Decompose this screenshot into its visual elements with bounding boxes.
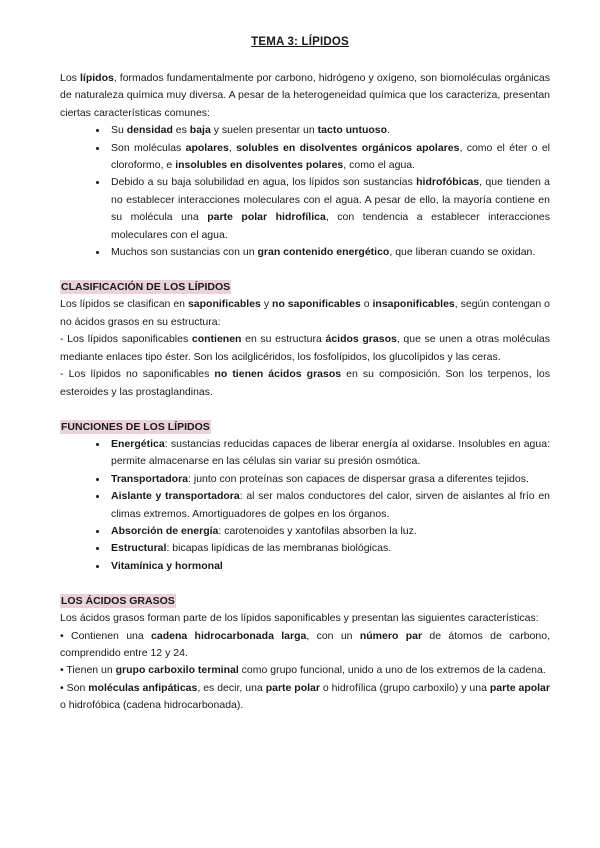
acidos-paragraph xyxy=(60,628,550,663)
bold-term: número par xyxy=(359,629,423,642)
text: : sustancias reducidas capaces de liberar energía al oxidarse. Insolubles en agua: permite almacenarse en las células sin variar su presión osmótica. xyxy=(111,437,550,468)
bold-term: densidad xyxy=(126,124,173,137)
section-heading-acidos-grasos: LOS ÁCIDOS GRASOS xyxy=(61,595,175,608)
text: en su estructura xyxy=(241,333,326,346)
list-item xyxy=(108,471,550,488)
acidos-paragraph xyxy=(60,680,550,715)
bold-term: saponificables xyxy=(187,298,261,311)
document-body xyxy=(60,70,550,715)
acidos-paragraph: Los ácidos grasos forman parte de los lípidos saponificables y presentan las siguientes características: xyxy=(60,612,539,625)
bold-term: contienen xyxy=(191,333,242,346)
section-heading-wrapper xyxy=(60,417,550,434)
text: , según contengan o no ácidos grasos en su estructura: xyxy=(60,298,550,328)
text: - Los lípidos saponificables xyxy=(60,333,192,346)
section-heading-funciones: FUNCIONES DE LOS LÍPIDOS xyxy=(61,420,210,433)
bold-term: parte polar hidrofílica xyxy=(207,211,326,224)
text: Son moléculas xyxy=(111,141,186,154)
text: : carotenoides y xantofilas absorben la luz. xyxy=(218,524,417,537)
text: Los lípidos se clasifican en xyxy=(60,298,188,311)
bold-term: cadena hidrocarbonada larga xyxy=(151,629,307,642)
bold-term: parte apolar xyxy=(489,681,550,694)
list-item xyxy=(108,436,550,471)
bold-term: lípidos xyxy=(79,72,114,84)
text: - Los lípidos no saponificables xyxy=(60,368,215,381)
text: es xyxy=(172,124,190,137)
text: , es decir, una xyxy=(197,681,266,694)
text: . xyxy=(387,124,390,137)
text: , con tendencia a establecer interacciones moleculares con el agua. xyxy=(111,211,550,241)
section-heading-wrapper xyxy=(60,591,550,608)
text: , formados fundamentalmente por carbono, hidrógeno y oxígeno, son biomoléculas orgánicas de naturaleza química muy diversa. A pesar de la heterogeneidad química que los caracteriza, presentan ciertas características comunes: xyxy=(60,72,550,119)
text: • Contienen una xyxy=(60,629,152,642)
text: o xyxy=(360,298,373,311)
bold-term: Aislante y transportadora xyxy=(111,490,240,503)
funciones-bullet-list xyxy=(60,436,550,575)
list-item xyxy=(108,488,550,523)
text: Los xyxy=(60,72,80,84)
bold-term: solubles en disolventes orgánicos apolares xyxy=(236,141,460,154)
page-title: TEMA 3: LÍPIDOS xyxy=(251,36,349,48)
bold-term: hidrofóbicas xyxy=(416,176,480,189)
text: o hidrofóbica (cadena hidrocarbonada). xyxy=(60,699,244,712)
text: : bicapas lipídicas de las membranas biológicas. xyxy=(166,542,392,555)
bold-term: no tienen ácidos grasos xyxy=(214,368,342,381)
text: , con un xyxy=(306,629,360,642)
bold-term: apolares xyxy=(185,141,229,154)
list-item xyxy=(108,244,550,261)
acidos-paragraph xyxy=(60,662,550,679)
bold-term: Absorción de energía xyxy=(111,524,219,537)
text: , xyxy=(228,141,237,154)
bold-term: insolubles en disolventes polares xyxy=(175,159,344,172)
list-item xyxy=(108,174,550,244)
bold-term: grupo carboxilo terminal xyxy=(115,664,239,677)
text: • Tienen un xyxy=(60,664,116,677)
list-item xyxy=(108,140,550,175)
text: , que tienden a no establecer interacciones moleculares con el agua. A pesar de ello, la mayoría contiene en su molécula una xyxy=(111,176,551,224)
text: : al ser malos conductores del calor, sirven de aislantes al frío en climas extremos. Amortiguadores de golpes en los órganos. xyxy=(111,490,551,520)
bold-term: baja xyxy=(189,124,211,137)
text: : junto con proteínas son capaces de dispersar grasa a diferentes tejidos. xyxy=(188,472,529,485)
clasificacion-paragraph xyxy=(60,296,550,331)
section-heading-wrapper xyxy=(60,277,550,294)
text: Muchos son sustancias con un xyxy=(111,246,258,259)
clasificacion-paragraph xyxy=(60,331,550,366)
text: y xyxy=(260,298,273,311)
bold-term: Vitamínica y hormonal xyxy=(111,559,223,572)
text: en su composición. Son los terpenos, los esteroides y las prostaglandinas. xyxy=(60,368,550,398)
text: o hidrofílica (grupo carboxilo) y una xyxy=(319,681,490,694)
text: , como el agua. xyxy=(343,159,416,172)
intro-bullet-list xyxy=(60,122,550,261)
text: Debido a su baja solubilidad en agua, los lípidos son sustancias xyxy=(111,176,417,189)
bold-term: gran contenido energético xyxy=(257,246,390,259)
intro-paragraph xyxy=(60,70,550,122)
list-item xyxy=(108,558,550,575)
bold-term: parte polar xyxy=(265,681,320,694)
list-item xyxy=(108,122,550,139)
text: Su xyxy=(111,124,127,137)
bold-term: insaponificables xyxy=(372,298,455,311)
list-item xyxy=(108,540,550,557)
section-heading-clasificacion: CLASIFICACIÓN DE LOS LÍPIDOS xyxy=(61,281,231,294)
bold-term: Estructural xyxy=(111,542,167,555)
clasificacion-paragraph xyxy=(60,366,550,401)
bold-term: moléculas anfipáticas xyxy=(88,681,198,694)
text: • Son xyxy=(60,681,89,694)
bold-term: Energética xyxy=(111,437,165,450)
list-item xyxy=(108,523,550,540)
text: como grupo funcional, unido a uno de los extremos de la cadena. xyxy=(238,664,546,677)
bold-term: Transportadora xyxy=(111,472,189,485)
bold-term: ácidos grasos xyxy=(325,333,397,346)
bold-term: tacto untuoso xyxy=(317,124,388,137)
text: , que liberan cuando se oxidan. xyxy=(389,246,536,259)
bold-term: no saponificables xyxy=(272,298,361,311)
text: , como el éter o el cloroformo, e xyxy=(111,141,551,172)
text: , que se unen a otras moléculas mediante enlaces tipo éster. Son los acilglicéridos, los fosfolípidos, los glucolípidos y las ceras. xyxy=(60,333,550,363)
text: de átomos de carbono, comprendido entre 12 y 24. xyxy=(60,629,550,659)
text: y suelen presentar un xyxy=(210,124,318,137)
